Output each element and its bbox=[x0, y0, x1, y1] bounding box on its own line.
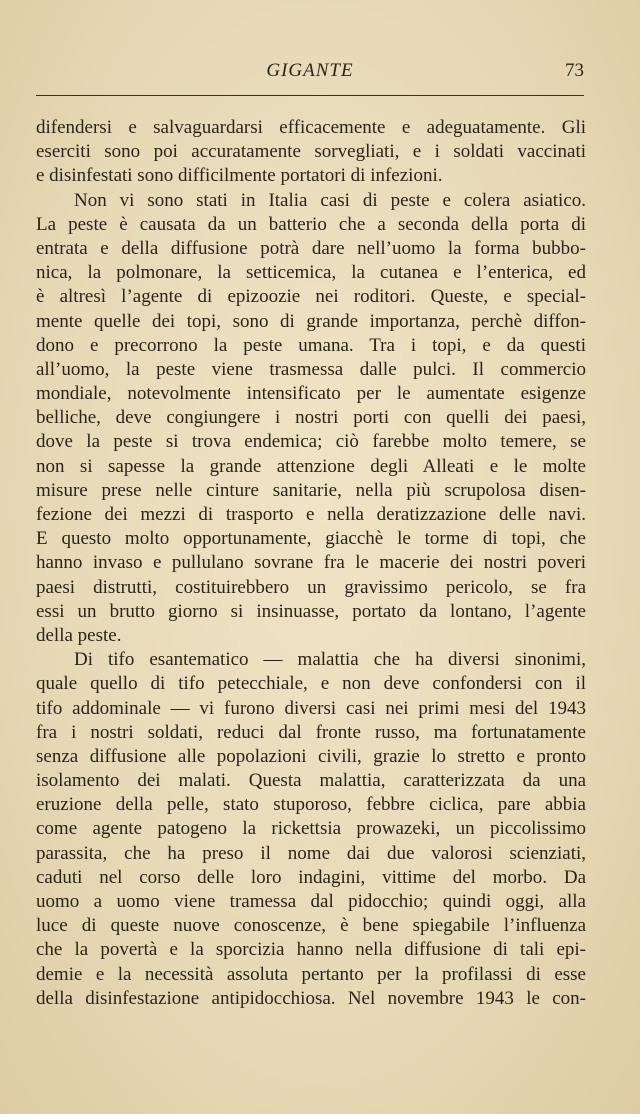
text-line: è altresì l’agente di epizoozie nei roditori. Queste, e special- bbox=[36, 286, 586, 308]
text-line: e disinfestati sono difficilmente portatori di infezioni. bbox=[36, 165, 443, 187]
text-line: che la povertà e la sporcizia hanno nella diffusione di tali epi- bbox=[36, 939, 586, 961]
text-line: della disinfestazione antipidocchiosa. Nel novembre 1943 le con- bbox=[36, 987, 586, 1009]
text-line: nica, la polmonare, la setticemica, la cutanea e l’enterica, ed bbox=[36, 262, 586, 284]
text-line: paesi distrutti, costituirebbero un gravissimo pericolo, se fra bbox=[36, 576, 586, 598]
text-line: E questo molto opportunamente, giacchè le torme di topi, che bbox=[36, 528, 586, 550]
text-line: come agente patogeno la rickettsia prowazeki, un piccolissimo bbox=[36, 818, 586, 840]
text-line: difendersi e salvaguardarsi efficacemente e adeguatamente. Gli bbox=[36, 117, 586, 138]
text-line: misure prese nelle cinture sanitarie, nella più scrupolosa disen- bbox=[36, 479, 586, 501]
text-line: parassita, che ha preso il nome dai due valorosi scienziati, bbox=[36, 842, 586, 864]
text-line: belliche, deve congiungere i nostri porti con quelli dei paesi, bbox=[36, 407, 586, 429]
body-text bbox=[36, 116, 586, 1011]
text-line: entrata e della diffusione potrà dare nell’uomo la forma bubbo- bbox=[36, 237, 586, 259]
text-line: senza diffusione alle popolazioni civili, grazie lo stretto e pronto bbox=[36, 745, 586, 767]
page-number: 73 bbox=[565, 60, 584, 81]
text-line: Di tifo esantematico — malattia che ha diversi sinonimi, bbox=[74, 649, 586, 671]
text-line: Non vi sono stati in Italia casi di peste e colera asiatico. bbox=[74, 189, 586, 211]
text-line: dove la peste si trova endemica; ciò farebbe molto temere, se bbox=[36, 431, 586, 453]
text-line: essi un brutto giorno si insinuasse, portato da lontano, l’agente bbox=[36, 600, 586, 622]
text-line: dono e precorrono la peste umana. Tra i topi, e da questi bbox=[36, 334, 586, 356]
text-line: demie e la necessità assoluta pertanto per la profilassi di esse bbox=[36, 963, 586, 985]
text-line: fezione dei mezzi di trasporto e nella deratizzazione delle navi. bbox=[36, 504, 586, 525]
text-line: luce di queste nuove conoscenze, è bene spiegabile l’influenza bbox=[36, 915, 586, 937]
text-line: della peste. bbox=[36, 624, 122, 646]
text-line: non si sapesse la grande attenzione degli Alleati e le molte bbox=[36, 455, 586, 477]
text-line: mente quelle dei topi, sono di grande importanza, perchè diffon- bbox=[36, 310, 586, 332]
text-line: tifo addominale — vi furono diversi casi nei primi mesi del 1943 bbox=[36, 697, 586, 719]
text-line: quale quello di tifo petecchiale, e non deve confondersi con il bbox=[36, 673, 586, 695]
text-line: eruzione della pelle, stato stuporoso, febbre ciclica, pare abbia bbox=[36, 794, 586, 816]
header-rule bbox=[36, 95, 584, 96]
text-line: caduti nel corso delle loro indagini, vittime del morbo. Da bbox=[36, 866, 586, 888]
text-line: La peste è causata da un batterio che a seconda della porta di bbox=[36, 213, 586, 235]
text-line: eserciti sono poi accuratamente sorvegliati, e i soldati vaccinati bbox=[36, 141, 586, 163]
text-line: all’uomo, la peste viene trasmessa dalle pulci. Il commercio bbox=[36, 358, 586, 380]
text-line: uomo a uomo viene tramessa dal pidocchio; quindi oggi, alla bbox=[36, 891, 586, 912]
text-line: mondiale, notevolmente intensificato per le aumentate esigenze bbox=[36, 383, 586, 405]
running-title: GIGANTE bbox=[266, 60, 354, 81]
running-head bbox=[36, 60, 584, 90]
text-line: fra i nostri soldati, reduci dal fronte russo, ma fortunatamente bbox=[36, 721, 586, 743]
text-line: isolamento dei malati. Questa malattia, caratterizzata da una bbox=[36, 770, 586, 792]
text-line: hanno invaso e pullulano sovrane fra le macerie dei nostri poveri bbox=[36, 552, 586, 574]
